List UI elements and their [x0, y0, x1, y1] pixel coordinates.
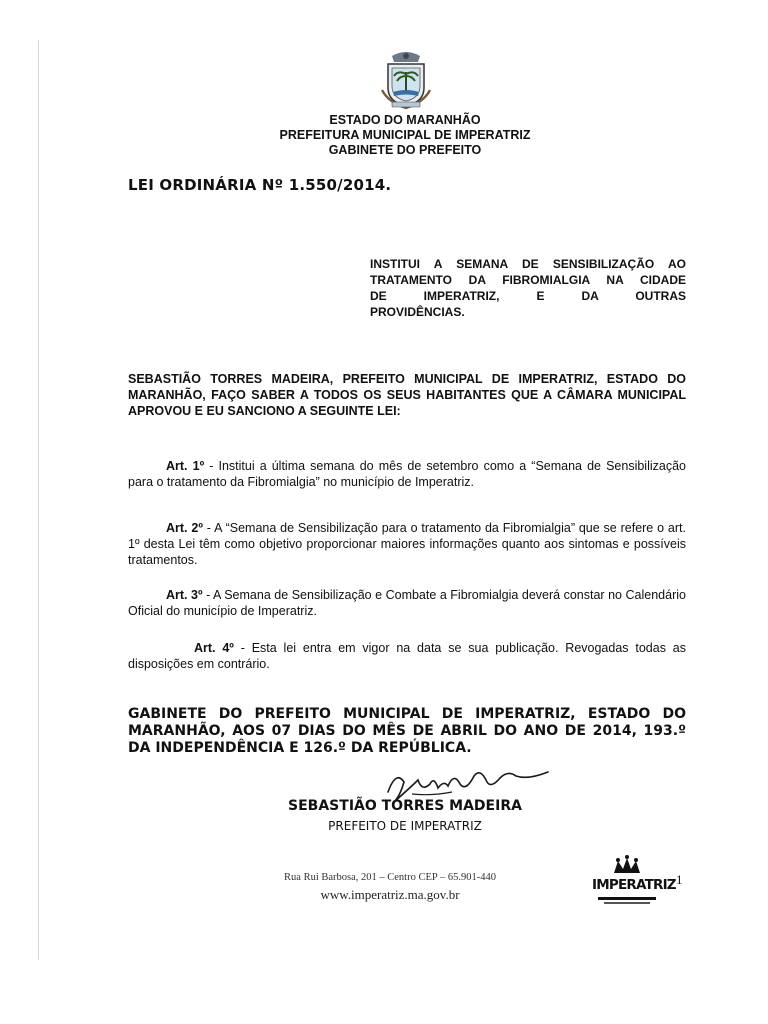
article-label: Art. 3º: [166, 588, 203, 602]
article-2: [128, 520, 686, 568]
signatory-name: SEBASTIÃO TORRES MADEIRA: [288, 798, 522, 814]
closing-statement: GABINETE DO PREFEITO MUNICIPAL DE IMPERATRIZ, ESTADO DO MARANHÃO, AOS 07 DIAS DO MÊS DE ABRIL DO ANO DE 2014, 193.º DA INDEPENDÊNCIA E 126.º DA REPÚBLICA.: [128, 706, 686, 756]
article-1: [128, 458, 686, 490]
header-prefecture: PREFEITURA MUNICIPAL DE IMPERATRIZ: [279, 128, 531, 142]
preamble: SEBASTIÃO TORRES MADEIRA, PREFEITO MUNICIPAL DE IMPERATRIZ, ESTADO DO MARANHÃO, FAÇO SABER A TODOS OS SEUS HABITANTES QUE A CÂMARA MUNICIPAL APROVOU E EU SANCIONO A SEGUINTE LEI:: [128, 372, 686, 418]
article-text: - Esta lei entra em vigor na data se sua publicação. Revogadas todas as disposições em contrário.: [128, 641, 686, 671]
logo-wordmark: IMPERATRIZ: [592, 877, 676, 893]
article-4: [128, 640, 686, 672]
article-text: - A “Semana de Sensibilização para o tratamento da Fibromialgia” que se refere o art. 1º desta Lei têm como objetivo proporcionar maiores informações quanto aos sintomas e possíveis tratamentos.: [128, 521, 686, 567]
article-label: Art. 4º: [194, 641, 234, 655]
footer-address: Rua Rui Barbosa, 201 – Centro CEP – 65.901-440: [284, 872, 496, 883]
scan-edge-line: [38, 40, 39, 960]
article-label: Art. 1º: [166, 459, 205, 473]
page-number: 1: [676, 872, 683, 887]
ementa: [370, 256, 686, 320]
ementa-line: TRATAMENTO DA FIBROMIALGIA NA CIDADE: [370, 273, 686, 287]
header-state: ESTADO DO MARANHÃO: [329, 113, 481, 127]
article-text: - Institui a última semana do mês de setembro como a “Semana de Sensibilização para o tratamento da Fibromialgia” no município de Imperatriz.: [128, 459, 686, 489]
article-3: [128, 587, 686, 619]
ementa-line: INSTITUI A SEMANA DE SENSIBILIZAÇÃO AO: [370, 257, 686, 271]
signatory-role: PREFEITO DE IMPERATRIZ: [328, 819, 482, 833]
article-text: - A Semana de Sensibilização e Combate a Fibromialgia deverá constar no Calendário Oficial do município de Imperatriz.: [128, 588, 686, 618]
header-office: GABINETE DO PREFEITO: [328, 143, 482, 157]
ementa-line: DE IMPERATRIZ, E DA OUTRAS: [370, 289, 686, 303]
coat-of-arms-icon: [378, 50, 434, 110]
ementa-line: PROVIDÊNCIAS.: [370, 305, 465, 319]
article-label: Art. 2º: [166, 521, 203, 535]
footer-url: www.imperatriz.ma.gov.br: [320, 887, 460, 902]
law-title: LEI ORDINÁRIA Nº 1.550/2014.: [128, 176, 392, 194]
